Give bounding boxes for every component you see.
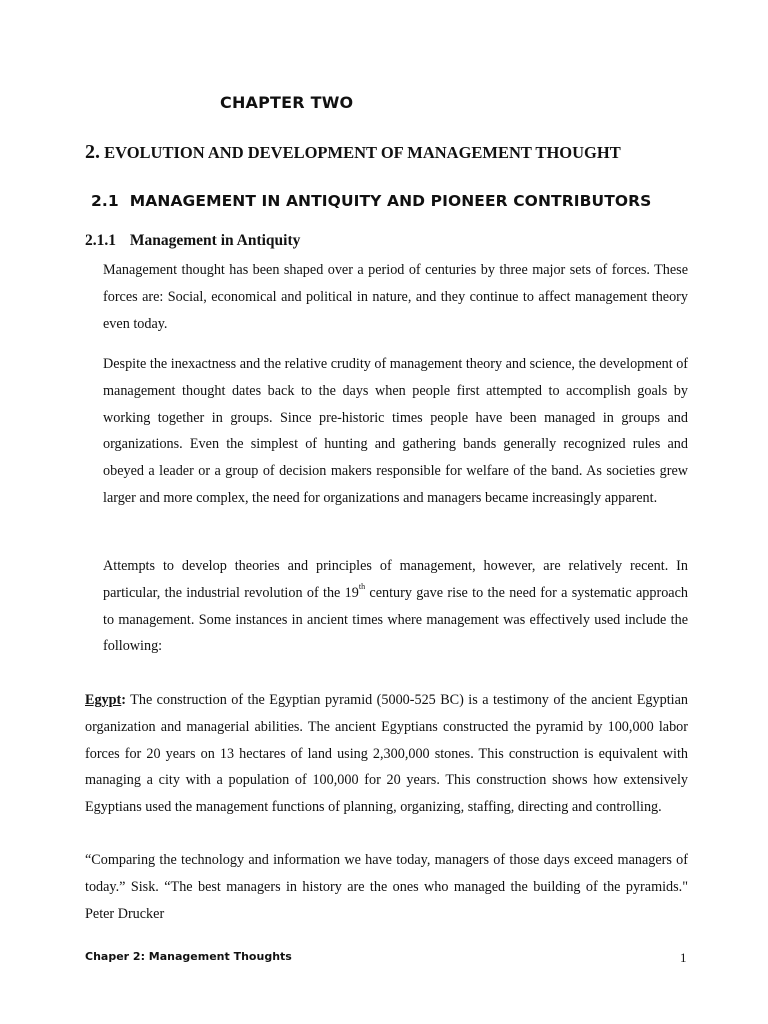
paragraph-text: The construction of the Egyptian pyramid (5000-525 BC) is a testimony of the ancient Egyptian organization and managerial abilities. The ancient Egyptians constructed the pyramid by 100,000 labor forces for 20 years on 13 hectares of land using 2,300,000 stones. This construction is equivalent with managing a city with a population of 100,000 for 20 years. This construction shows how extensively Egyptians used the management functions of planning, organizing, staffing, directing and controlling. [85, 692, 688, 816]
section-heading [85, 141, 621, 164]
paragraph-recent-attempts [103, 553, 688, 660]
paragraph-forces: Management thought has been shaped over a period of centuries by three major sets of forces. These forces are: Social, economical and political in nature, and they continue to affect management theory even today. [103, 262, 688, 332]
subsubsection-heading [85, 232, 300, 250]
subsection-heading [91, 192, 651, 210]
footer-title: Chaper 2: Management Thoughts [85, 950, 292, 963]
subsection-number: 2.1 [91, 192, 119, 210]
egypt-label: Egypt [85, 692, 122, 708]
paragraph-quotes: “Comparing the technology and information we have today, managers of those days exceed managers of today.” Sisk. “The best managers in history are the ones who managed the building of the pyramids." Peter Drucker [85, 852, 688, 922]
page-number: 1 [680, 950, 687, 965]
subsubsection-number: 2.1.1 [85, 232, 116, 249]
subsubsection-title: Management in Antiquity [129, 232, 301, 249]
paragraph-text: Attempts to develop theories and principles of management, however, are relatively recent. In particular, the industrial revolution of the 19 [103, 558, 688, 601]
superscript-ordinal: th [358, 581, 366, 591]
subsection-title: MANAGEMENT IN ANTIQUITY AND PIONEER CONTRIBUTORS [129, 192, 652, 210]
section-title: EVOLUTION AND DEVELOPMENT OF MANAGEMENT THOUGHT [104, 143, 621, 162]
paragraph-egypt [85, 687, 688, 821]
section-number: 2. [85, 141, 100, 163]
chapter-title: CHAPTER TWO [220, 93, 354, 112]
paragraph-text: century gave rise to the need for a systematic approach to management. Some instances in ancient times where management was effectively used include the following: [103, 584, 688, 655]
paragraph-origins: Despite the inexactness and the relative crudity of management theory and science, the development of management thought dates back to the days when people first attempted to accomplish goals by working together in groups. Since pre-historic times people have been managed in groups and organizations. Even the simplest of hunting and gathering bands generally recognized rules and obeyed a leader or a group of decision makers responsible for welfare of the band. As societies grew larger and more complex, the need for organizations and managers became increasingly apparent. [103, 356, 689, 506]
egypt-colon: : [121, 692, 126, 708]
